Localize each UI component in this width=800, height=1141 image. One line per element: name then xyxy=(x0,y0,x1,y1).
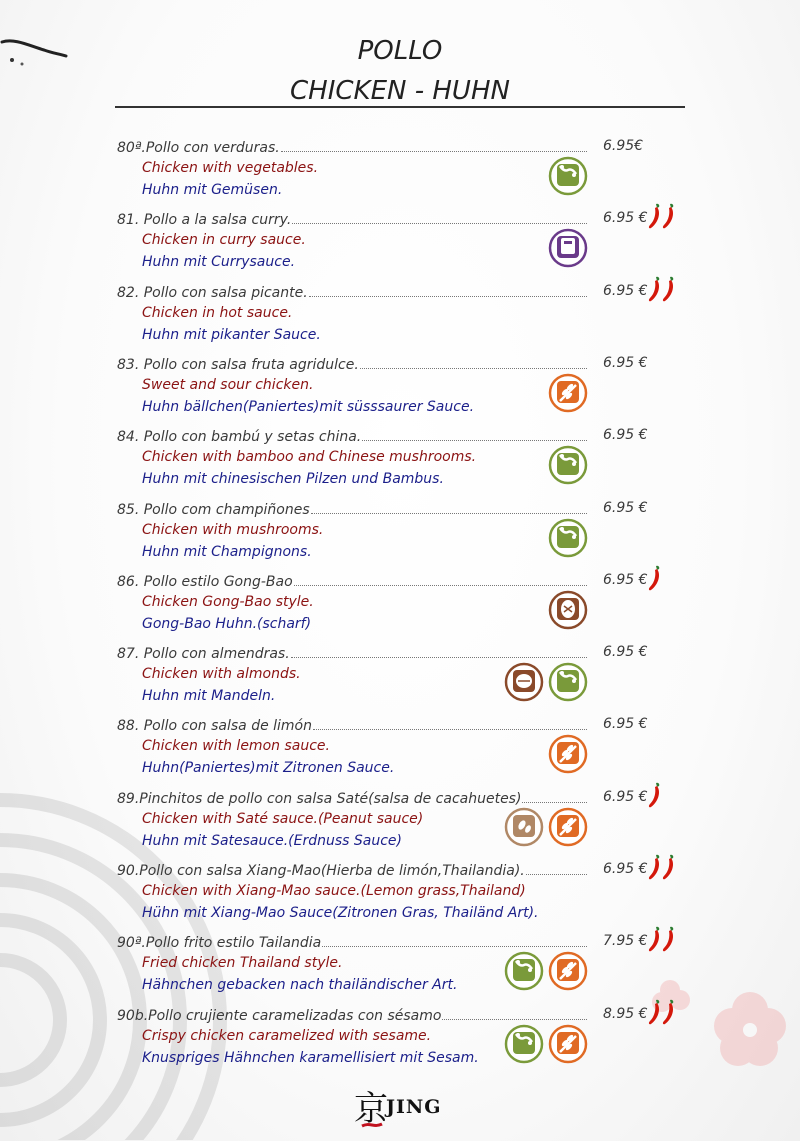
sesame-icon xyxy=(504,807,544,847)
item-name-de: Huhn mit Satesauce.(Erdnuss Sauce) xyxy=(142,832,402,849)
item-name-de: Gong-Bao Huhn.(scharf) xyxy=(142,615,312,632)
item-name-de: Huhn mit Gemüsen. xyxy=(142,182,283,198)
chili-icons xyxy=(649,925,677,957)
item-name-de: Huhn mit chinesischen Pilzen und Bambus. xyxy=(142,471,444,488)
menu-item xyxy=(117,427,687,497)
dot-leader xyxy=(309,295,587,297)
sulfite-icon xyxy=(548,228,588,268)
item-price: 6.95 € xyxy=(603,716,648,733)
chili-icon xyxy=(663,853,677,885)
allergen-icons xyxy=(504,807,588,847)
dot-leader xyxy=(522,801,587,803)
item-price: 8.95 € xyxy=(603,1005,648,1022)
soja-icon xyxy=(548,662,588,702)
dot-leader xyxy=(294,584,587,586)
chili-icon xyxy=(663,275,677,307)
dot-leader xyxy=(322,945,587,947)
soja-icon xyxy=(504,951,544,991)
menu-item xyxy=(117,138,687,208)
item-name-es: 86. Pollo estilo Gong-Bao xyxy=(117,573,293,590)
soja-icon xyxy=(548,156,588,196)
menu-item xyxy=(117,572,687,642)
allergen-icons xyxy=(548,373,588,413)
chili-icons xyxy=(649,202,677,234)
item-name-row xyxy=(117,572,587,590)
item-name-en: Chicken in curry sauce. xyxy=(142,232,306,249)
page-title: POLLO xyxy=(357,36,443,66)
chili-icon xyxy=(649,781,663,813)
item-price: 6.95 € xyxy=(603,354,648,371)
menu-item xyxy=(117,933,687,1003)
item-name-es: 87. Pollo con almendras. xyxy=(117,646,290,663)
dot-leader xyxy=(313,728,587,730)
item-name-es: 83. Pollo con salsa fruta agridulce. xyxy=(117,356,359,373)
item-name-es: 88. Pollo con salsa de limón xyxy=(117,718,312,735)
dot-leader xyxy=(311,512,587,514)
allergen-icons xyxy=(548,228,588,268)
item-name-row xyxy=(117,138,587,156)
item-name-en: Chicken with lemon sauce. xyxy=(142,738,330,755)
item-price: 6.95 € xyxy=(603,427,648,444)
item-price: 6.95 € xyxy=(603,788,648,805)
item-name-es: 90b.Pollo crujiente caramelizadas con sésamo xyxy=(117,1007,442,1024)
item-price: 6.95€ xyxy=(603,138,644,154)
chili-icons xyxy=(649,275,677,307)
item-name-row xyxy=(117,861,587,879)
menu-item xyxy=(117,861,687,931)
dot-leader xyxy=(362,439,587,441)
item-name-es: 84. Pollo con bambú y setas china. xyxy=(117,429,362,446)
title-underline xyxy=(115,106,685,108)
menu-item xyxy=(117,1006,687,1076)
allergen-icons xyxy=(548,734,588,774)
item-name-row xyxy=(117,644,587,662)
item-name-de: Hähnchen gebacken nach thailändischer Art. xyxy=(142,977,458,994)
soja-icon xyxy=(504,1024,544,1064)
chili-icon xyxy=(663,925,677,957)
menu-item xyxy=(117,210,687,280)
allergen-icons xyxy=(548,590,588,630)
allergen-icons xyxy=(548,445,588,485)
soja-icon xyxy=(548,445,588,485)
item-name-de: Huhn mit pikanter Sauce. xyxy=(142,326,321,343)
item-name-row xyxy=(117,500,587,518)
item-name-en: Fried chicken Thailand style. xyxy=(142,955,343,972)
item-name-en: Chicken with mushrooms. xyxy=(142,521,324,538)
item-name-row xyxy=(117,933,587,951)
item-name-en: Sweet and sour chicken. xyxy=(142,376,314,393)
dot-leader xyxy=(292,222,587,224)
dot-leader xyxy=(291,656,587,658)
menu-item xyxy=(117,716,687,786)
item-name-en: Chicken with bamboo and Chinese mushrooms. xyxy=(142,449,477,466)
item-name-de: Hühn mit Xiang-Mao Sauce(Zitronen Gras, Thailänd Art). xyxy=(142,905,539,921)
item-name-row xyxy=(117,716,587,734)
allergen-icons xyxy=(504,1024,588,1064)
item-name-row xyxy=(117,210,587,228)
dot-leader xyxy=(526,873,587,875)
gluten-icon xyxy=(548,734,588,774)
menu-item xyxy=(117,283,687,353)
item-name-en: Chicken with vegetables. xyxy=(142,160,319,176)
allergen-icons xyxy=(504,951,588,991)
item-name-row xyxy=(117,355,587,373)
dot-leader xyxy=(281,150,587,152)
svg-text:京: 京 xyxy=(354,1089,388,1129)
gluten-icon xyxy=(548,1024,588,1064)
item-name-row xyxy=(117,789,587,807)
chili-icon xyxy=(663,202,677,234)
item-name-row xyxy=(117,283,587,301)
page-subtitle: CHICKEN - HUHN xyxy=(290,76,510,106)
item-name-es: 85. Pollo com champiñones xyxy=(117,501,310,518)
gluten-icon xyxy=(548,373,588,413)
item-name-es: 90.Pollo con salsa Xiang-Mao(Hierba de limón,Thailandia). xyxy=(117,863,525,879)
chili-icons xyxy=(649,564,663,596)
item-price: 6.95 € xyxy=(603,571,648,588)
item-name-de: Huhn bällchen(Paniertes)mit süsssaurer Sauce. xyxy=(142,398,475,415)
item-name-en: Chicken in hot sauce. xyxy=(142,304,293,321)
allergen-icons xyxy=(548,156,588,196)
item-name-de: Huhn(Paniertes)mit Zitronen Sauce. xyxy=(142,760,395,777)
chili-icons xyxy=(649,998,677,1030)
chili-icon xyxy=(649,564,663,596)
menu-item xyxy=(117,789,687,859)
item-name-en: Chicken Gong-Bao style. xyxy=(142,593,314,610)
item-name-de: Huhn mit Currysauce. xyxy=(142,254,296,271)
menu-item xyxy=(117,644,687,714)
item-price: 7.95 € xyxy=(603,933,648,950)
item-name-es: 81. Pollo a la salsa curry. xyxy=(117,212,292,229)
logo-text: JING xyxy=(386,1096,442,1118)
item-price: 6.95 € xyxy=(603,282,648,299)
allergen-icons xyxy=(504,662,588,702)
nut-icon xyxy=(504,662,544,702)
item-name-row xyxy=(117,427,587,445)
item-price: 6.95 € xyxy=(603,644,648,661)
item-name-en: Chicken with Xiang-Mao sauce.(Lemon grass,Thailand) xyxy=(142,883,526,899)
item-name-es: 90ª.Pollo frito estilo Tailandia xyxy=(117,935,322,952)
item-name-de: Huhn mit Mandeln. xyxy=(142,688,276,705)
peanut-icon xyxy=(548,590,588,630)
item-name-es: 82. Pollo con salsa picante. xyxy=(117,284,308,301)
chili-icon xyxy=(663,998,677,1030)
item-price: 6.95 € xyxy=(603,210,648,227)
item-price: 6.95 € xyxy=(603,499,648,516)
menu-item xyxy=(117,500,687,570)
item-name-de: Knuspriges Hähnchen karamellisiert mit Sesam. xyxy=(142,1049,479,1066)
gluten-icon xyxy=(548,951,588,991)
dot-leader xyxy=(442,1018,587,1020)
item-name-row xyxy=(117,1006,587,1024)
item-name-de: Huhn mit Champignons. xyxy=(142,543,312,560)
item-name-en: Chicken with almonds. xyxy=(142,666,301,683)
item-price: 6.95 € xyxy=(603,861,648,877)
item-name-en: Chicken with Saté sauce.(Peanut sauce) xyxy=(142,810,424,827)
soja-icon xyxy=(548,518,588,558)
item-name-es: 80ª.Pollo con verduras. xyxy=(117,140,280,156)
chili-icons xyxy=(649,781,663,813)
dot-leader xyxy=(360,367,587,369)
allergen-icons xyxy=(548,518,588,558)
gluten-icon xyxy=(548,807,588,847)
menu-item xyxy=(117,355,687,425)
chili-icons xyxy=(649,853,677,885)
item-name-en: Crispy chicken caramelized with sesame. xyxy=(142,1027,432,1044)
item-name-es: 89.Pinchitos de pollo con salsa Saté(salsa de cacahuetes) xyxy=(117,790,522,807)
